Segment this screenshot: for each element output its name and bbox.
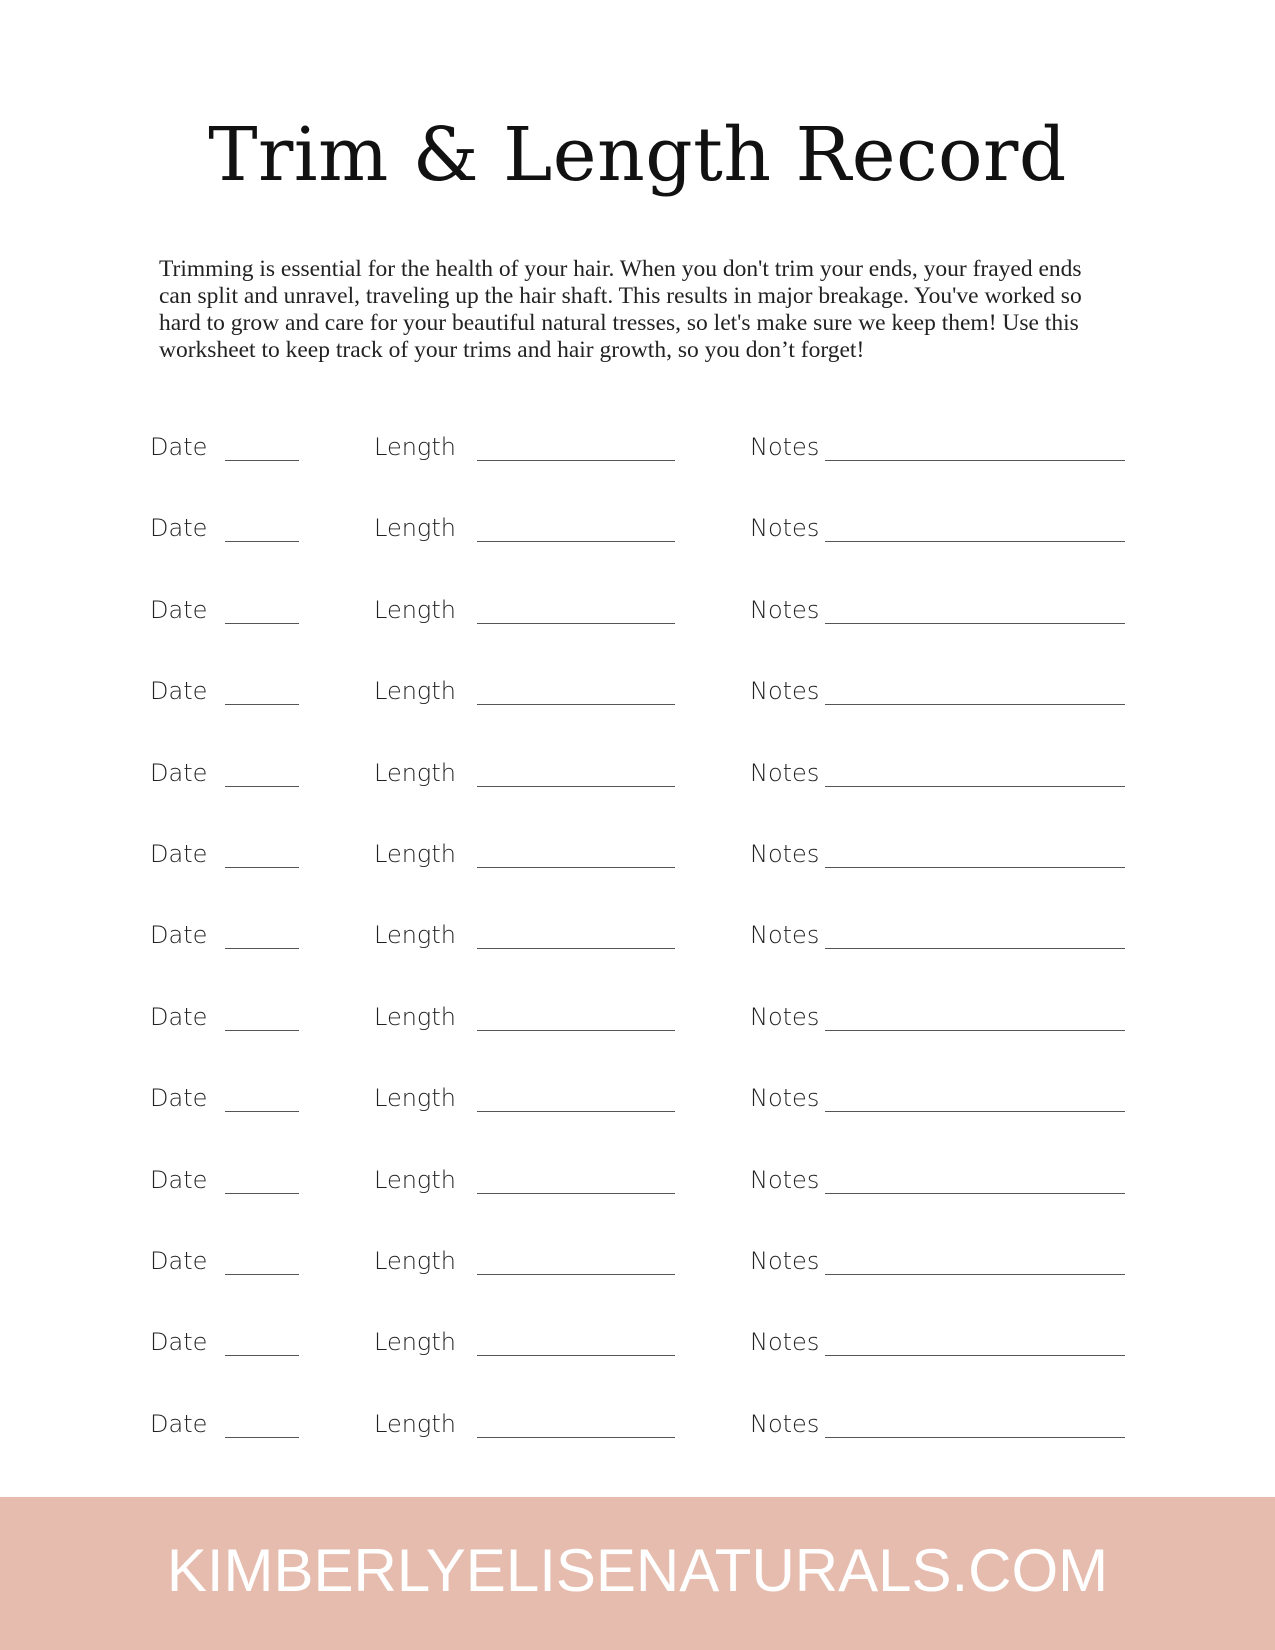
date-label: Date [150, 840, 208, 868]
date-field-line[interactable] [225, 948, 299, 949]
notes-label: Notes [750, 514, 820, 542]
date-label: Date [150, 1003, 208, 1031]
date-field-line[interactable] [225, 1274, 299, 1275]
page-title: Trim & Length Record [208, 112, 1067, 198]
notes-field-line[interactable] [825, 623, 1125, 624]
length-label: Length [374, 514, 456, 542]
notes-field-line[interactable] [825, 541, 1125, 542]
date-field-line[interactable] [225, 541, 299, 542]
length-label: Length [374, 433, 456, 461]
record-row [0, 839, 1275, 879]
date-field-line[interactable] [225, 460, 299, 461]
length-field-line[interactable] [477, 1193, 675, 1194]
notes-label: Notes [750, 1003, 820, 1031]
length-field-line[interactable] [477, 1030, 675, 1031]
record-row [0, 920, 1275, 960]
date-label: Date [150, 1084, 208, 1112]
date-label: Date [150, 514, 208, 542]
length-field-line[interactable] [477, 1437, 675, 1438]
notes-field-line[interactable] [825, 704, 1125, 705]
notes-label: Notes [750, 677, 820, 705]
length-label: Length [374, 1410, 456, 1438]
date-field-line[interactable] [225, 1111, 299, 1112]
notes-label: Notes [750, 1328, 820, 1356]
notes-field-line[interactable] [825, 867, 1125, 868]
date-field-line[interactable] [225, 1355, 299, 1356]
date-field-line[interactable] [225, 1193, 299, 1194]
notes-label: Notes [750, 1166, 820, 1194]
date-field-line[interactable] [225, 867, 299, 868]
notes-label: Notes [750, 596, 820, 624]
length-label: Length [374, 921, 456, 949]
length-field-line[interactable] [477, 786, 675, 787]
record-row [0, 513, 1275, 553]
record-row [0, 1246, 1275, 1286]
length-field-line[interactable] [477, 1111, 675, 1112]
date-label: Date [150, 1328, 208, 1356]
notes-field-line[interactable] [825, 1437, 1125, 1438]
length-field-line[interactable] [477, 704, 675, 705]
date-label: Date [150, 433, 208, 461]
length-label: Length [374, 677, 456, 705]
length-field-line[interactable] [477, 948, 675, 949]
date-field-line[interactable] [225, 704, 299, 705]
record-row [0, 1002, 1275, 1042]
length-label: Length [374, 1328, 456, 1356]
notes-field-line[interactable] [825, 1355, 1125, 1356]
length-label: Length [374, 759, 456, 787]
notes-field-line[interactable] [825, 1111, 1125, 1112]
length-field-line[interactable] [477, 623, 675, 624]
notes-field-line[interactable] [825, 1030, 1125, 1031]
date-label: Date [150, 596, 208, 624]
date-field-line[interactable] [225, 1437, 299, 1438]
record-row [0, 1327, 1275, 1367]
date-field-line[interactable] [225, 786, 299, 787]
notes-field-line[interactable] [825, 1193, 1125, 1194]
date-label: Date [150, 1410, 208, 1438]
record-row [0, 1409, 1275, 1449]
record-row [0, 1083, 1275, 1123]
length-label: Length [374, 1247, 456, 1275]
length-field-line[interactable] [477, 1355, 675, 1356]
notes-field-line[interactable] [825, 948, 1125, 949]
date-field-line[interactable] [225, 1030, 299, 1031]
date-label: Date [150, 1166, 208, 1194]
date-label: Date [150, 759, 208, 787]
notes-label: Notes [750, 921, 820, 949]
length-field-line[interactable] [477, 867, 675, 868]
footer-website: KIMBERLYELISENATURALS.COM [166, 1537, 1109, 1604]
length-label: Length [374, 1003, 456, 1031]
record-row [0, 595, 1275, 635]
notes-label: Notes [750, 759, 820, 787]
notes-label: Notes [750, 840, 820, 868]
length-field-line[interactable] [477, 541, 675, 542]
record-row [0, 1165, 1275, 1205]
record-row [0, 432, 1275, 472]
date-label: Date [150, 677, 208, 705]
length-label: Length [374, 1084, 456, 1112]
notes-field-line[interactable] [825, 786, 1125, 787]
date-label: Date [150, 921, 208, 949]
notes-label: Notes [750, 1247, 820, 1275]
length-field-line[interactable] [477, 460, 675, 461]
length-label: Length [374, 1166, 456, 1194]
footer-banner [0, 1497, 1275, 1650]
date-label: Date [150, 1247, 208, 1275]
notes-label: Notes [750, 1084, 820, 1112]
notes-label: Notes [750, 1410, 820, 1438]
notes-field-line[interactable] [825, 460, 1125, 461]
notes-field-line[interactable] [825, 1274, 1125, 1275]
length-label: Length [374, 596, 456, 624]
record-row [0, 758, 1275, 798]
length-label: Length [374, 840, 456, 868]
notes-label: Notes [750, 433, 820, 461]
length-field-line[interactable] [477, 1274, 675, 1275]
intro-paragraph: Trimming is essential for the health of your hair. When you don't trim your ends, your frayed ends can split and unravel, traveling up the hair shaft. This results in major breakage. You've worked so hard to grow and care for your beautiful natural tresses, so let's make sure we keep them! Use this worksheet to keep track of your trims and hair growth, so you don’t forget! [159, 256, 1082, 363]
record-row [0, 676, 1275, 716]
date-field-line[interactable] [225, 623, 299, 624]
